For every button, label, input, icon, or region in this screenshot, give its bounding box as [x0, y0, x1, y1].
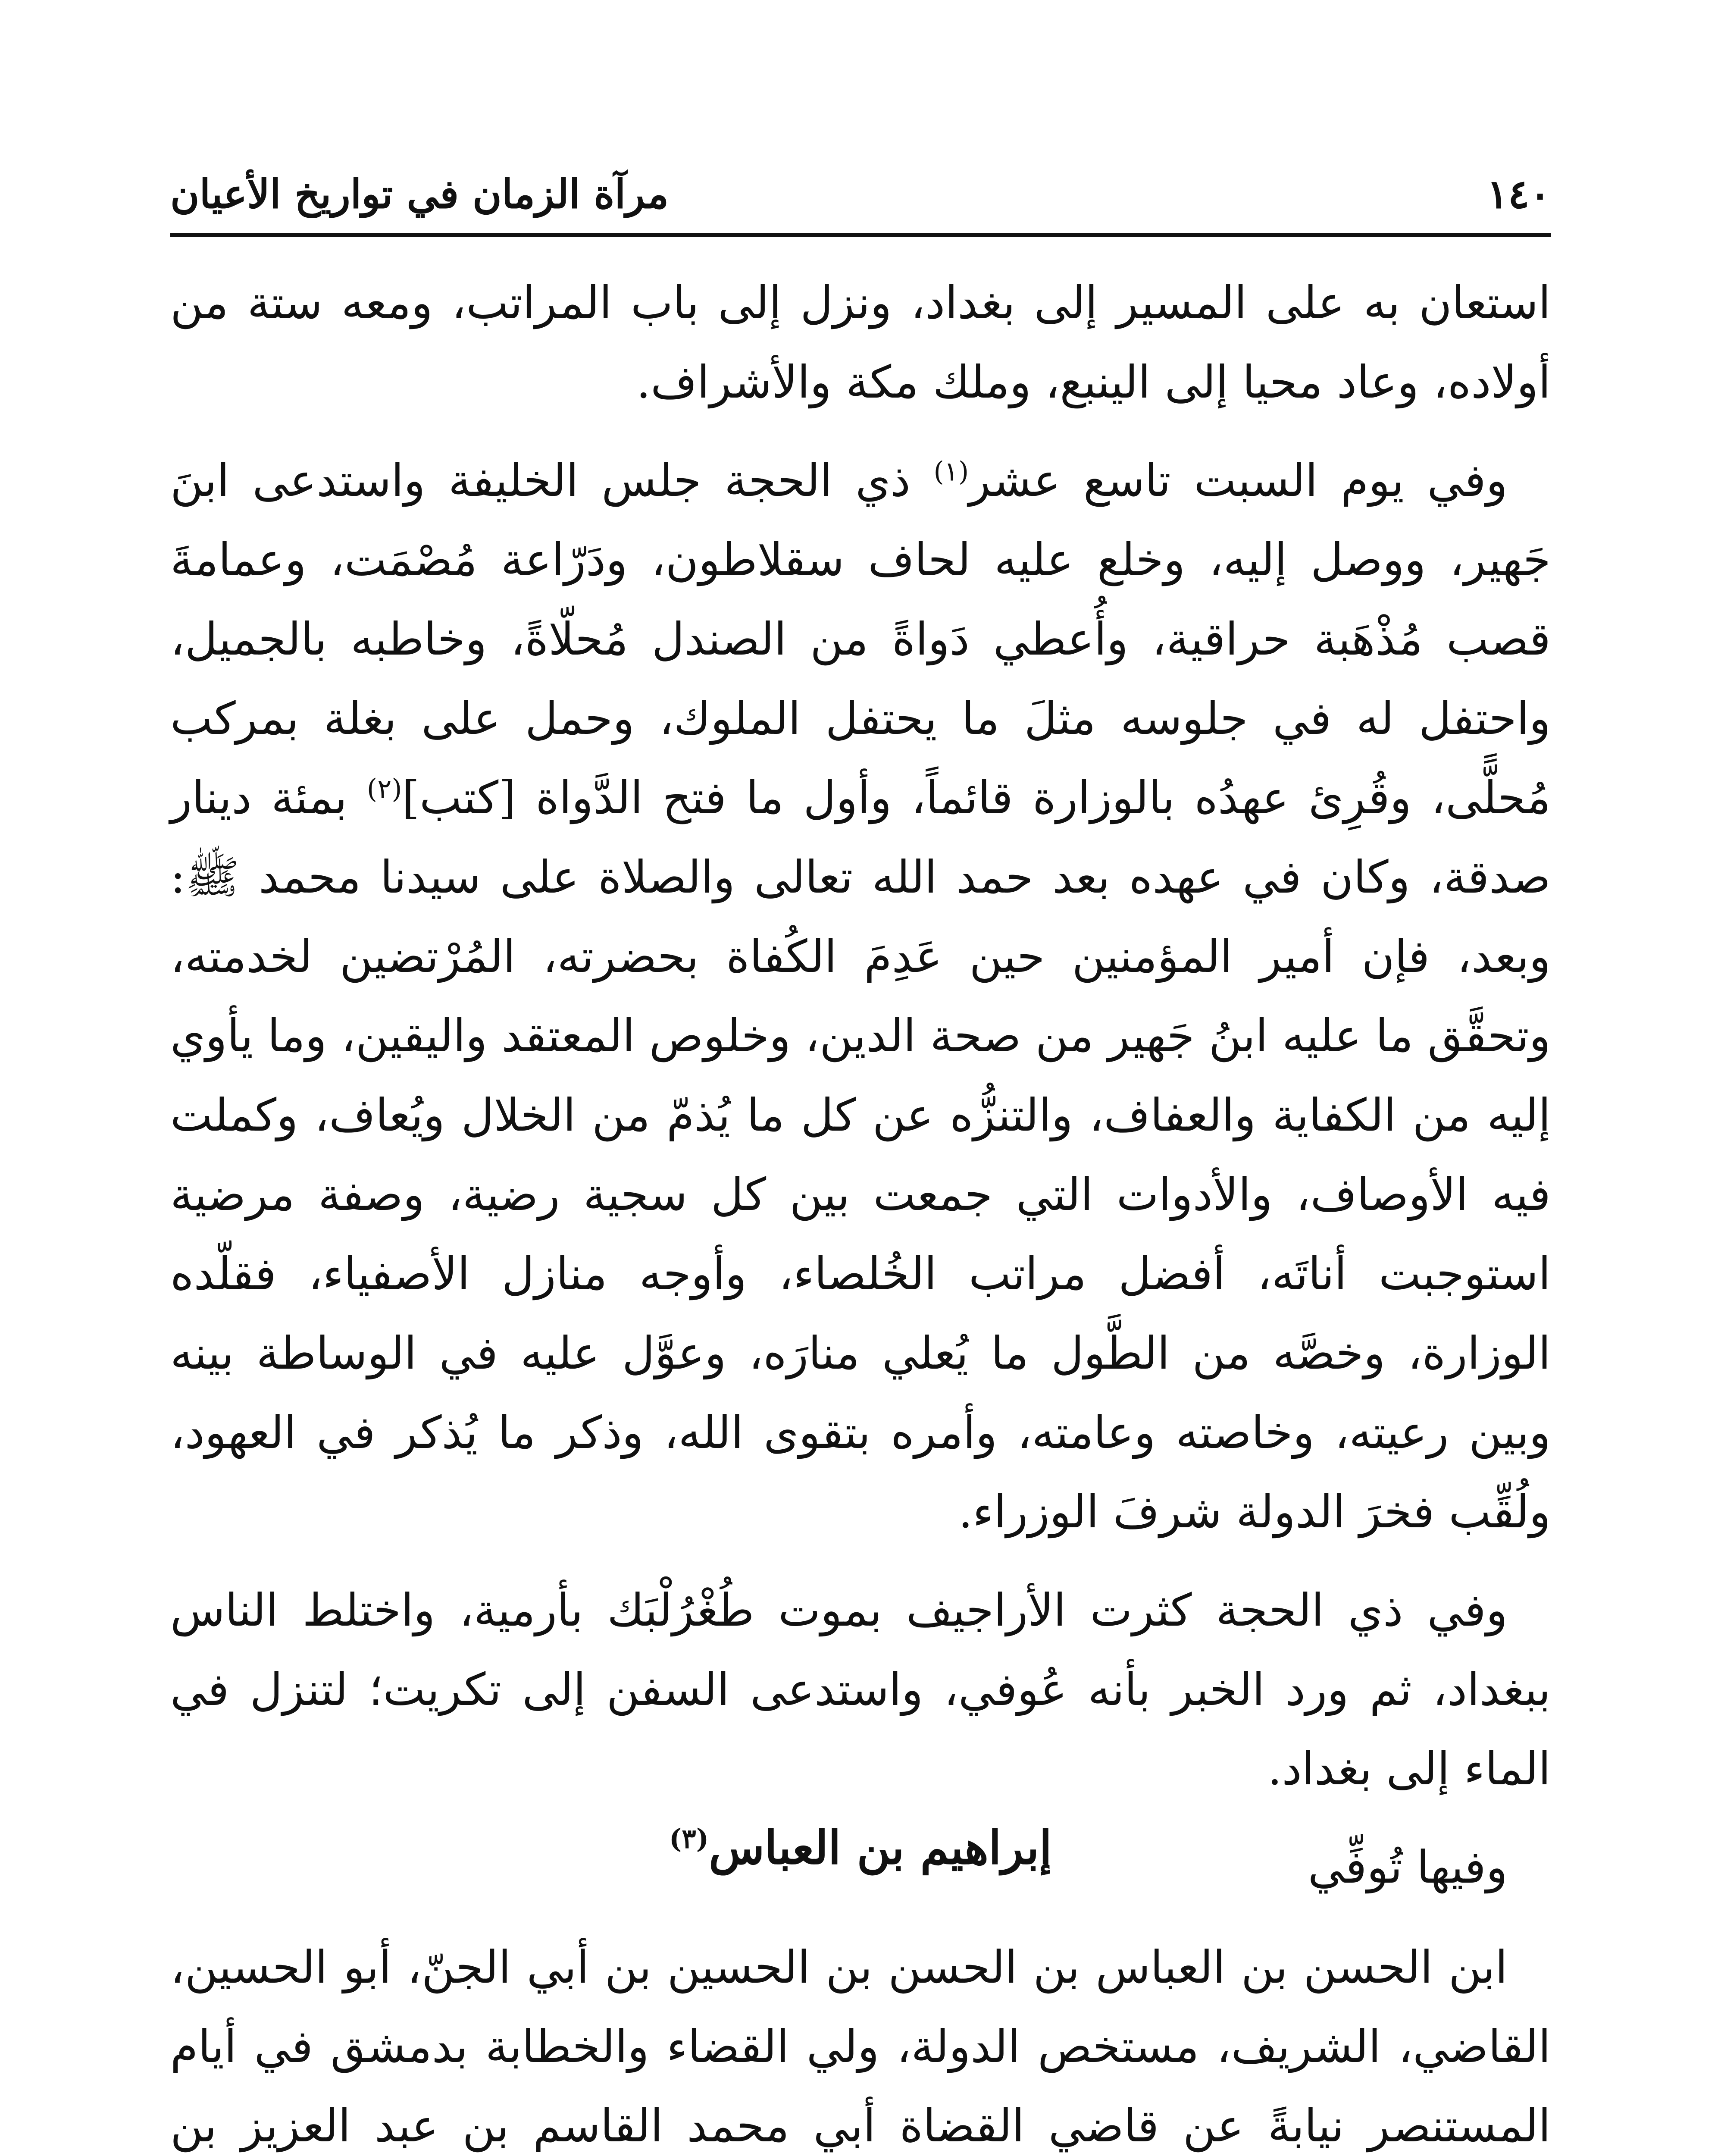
section-paragraph: ابن الحسن بن العباس بن الحسن بن الحسين بن أبي الجنّ، أبو الحسين، القاضي، الشريف، مستخص الدولة، ولي القضاء والخطابة بدمشق في أيام المستنصر نيابةً عن قاضي القضاة أبي محمد القاسم بن عبد العزيز بن	[170, 1941, 1551, 2152]
page-number: ١٤٠	[1486, 171, 1551, 217]
section-title	[170, 1815, 1551, 1880]
section-text	[170, 1927, 1551, 2156]
footnote-ref-2: (٢)	[366, 773, 402, 805]
section-title-text: إبراهيم بن العباس	[709, 1821, 1052, 1874]
footnote-ref-3: (٣)	[669, 1823, 709, 1855]
running-title: مرآة الزمان في تواريخ الأعيان	[170, 171, 669, 217]
footnote-ref-1: (١)	[933, 455, 969, 487]
paragraph-2-part-1: وفي يوم السبت تاسع عشر	[969, 454, 1508, 507]
paragraph-2	[170, 441, 1551, 1551]
paragraph-2-part-3: بمئة دينار صدقة، وكان في عهده بعد حمد الله تعالى والصلاة على سيدنا محمد ﷺ: وبعد، فإن أمير المؤمنين حين عَدِمَ الكُفاة بحضرته، المُرْتضين لخدمته، وتحقَّق ما عليه ابنُ جَهير من صحة الدين، وخلوص المعتقد واليقين، وما يأوي إليه من الكفاية والعفاف، والتنزُّه عن كل ما يُذمّ من الخلال ويُعاف، وكملت فيه الأوصاف، والأدوات التي جمعت بين كل سجية رضية، وصفة مرضية استوجبت أناتَه، أفضل مراتب الخُلصاء، وأوجه منازل الأصفياء، فقلّده الوزارة، وخصَّه من الطَّول ما يُعلي منارَه، وعوَّل عليه في الوساطة بينه وبين رعيته، وخاصته وعامته، وأمره بتقوى الله، وذكر ما يُذكر في العهود، ولُقِّب فخرَ الدولة شرفَ الوزراء.	[170, 771, 1551, 1538]
paragraph-3: وفي ذي الحجة كثرت الأراجيف بموت طُغْرُلْبَك بأرمية، واختلط الناس ببغداد، ثم ورد الخبر بأنه عُوفي، واستدعى السفن إلى تكريت؛ لتنزل في الماء إلى بغداد.	[170, 1584, 1551, 1795]
page-header	[170, 164, 1551, 229]
paragraph-2-part-2: ذي الحجة جلس الخليفة واستدعى ابنَ جَهير، ووصل إليه، وخلع عليه لحاف سقلاطون، ودَرّاعة مُصْمَت، وعمامةَ قصب مُذْهَبة حراقية، وأُعطي دَواةً من الصندل مُحلّاةً، وخاطبه بالجميل، واحتفل له في جلوسه مثلَ ما يحتفل الملوك، وحمل على بغلة بمركب مُحلًّى، وقُرِئ عهدُه بالوزارة قائماً، وأول ما فتح الدَّواة [كتب]	[170, 454, 1551, 824]
header-divider	[170, 233, 1551, 237]
paragraph-1: استعان به على المسير إلى بغداد، ونزل إلى باب المراتب، ومعه ستة من أولاده، وعاد محيا إلى الينبع، وملك مكة والأشراف.	[170, 276, 1551, 408]
paragraph-4: وفيها تُوفِّي	[1308, 1841, 1508, 1893]
main-text	[170, 263, 1551, 1926]
